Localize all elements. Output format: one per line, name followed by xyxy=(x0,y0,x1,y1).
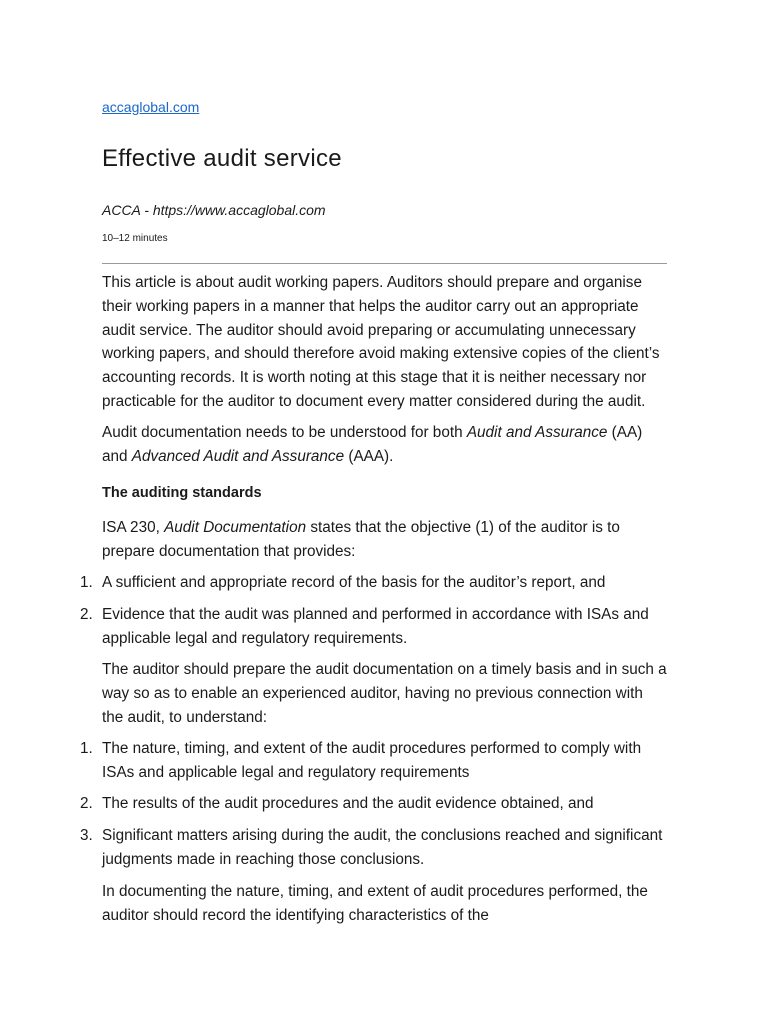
text-run: (AAA). xyxy=(344,447,394,465)
article xyxy=(80,98,667,924)
emphasis-aa: Audit and Assurance xyxy=(466,423,608,441)
list-number: 2. xyxy=(80,795,93,813)
understanding-list xyxy=(80,737,667,872)
list-item-text: Evidence that the audit was planned and performed in accordance with ISAs and applicable legal and regulatory requirements. xyxy=(102,605,649,647)
paragraph-documentation xyxy=(102,421,667,469)
paragraph-timely-basis: The auditor should prepare the audit documentation on a timely basis and in such a way so as to enable an experienced auditor, having no previous connection with the audit, to understand: xyxy=(102,661,667,726)
list-number: 2. xyxy=(80,605,93,623)
section-heading: The auditing standards xyxy=(102,485,262,502)
objectives-list xyxy=(80,571,667,650)
read-time: 10–12 minutes xyxy=(102,233,168,244)
emphasis-aaa: Advanced Audit and Assurance xyxy=(131,447,345,465)
article-body xyxy=(80,271,667,934)
list-item-text: The nature, timing, and extent of the audit procedures performed to comply with ISAs and applicable legal and regulatory requirements xyxy=(102,739,642,781)
paragraph-isa230 xyxy=(102,516,667,564)
emphasis-isa-title: Audit Documentation xyxy=(164,519,307,537)
list-number: 1. xyxy=(80,573,93,591)
list-item-text: The results of the audit procedures and the audit evidence obtained, and xyxy=(102,795,594,813)
page-title: Effective audit service xyxy=(102,145,342,172)
list-item xyxy=(80,603,667,651)
byline: ACCA - https://www.accaglobal.com xyxy=(102,202,326,218)
paragraph-intro: This article is about audit working papers. Auditors should prepare and organise their working papers in a manner that helps the auditor carry out an appropriate audit service. The auditor should avoid preparing or accumulating unnecessary working papers, and should therefore avoid making extensive copies of the client’s accounting records. It is worth noting at this stage that it is neither necessary nor practicable for the auditor to document every matter considered during the audit. xyxy=(102,274,660,410)
text-run: states that the objective (1) of the auditor is to prepare documentation that provides: xyxy=(102,519,620,561)
text-run: (AA) and xyxy=(102,423,643,465)
text-run: Audit documentation needs to be understood for both xyxy=(102,423,467,441)
list-item xyxy=(80,737,667,785)
list-item xyxy=(80,824,667,872)
list-number: 1. xyxy=(80,739,93,757)
list-item-text: Significant matters arising during the audit, the conclusions reached and significant judgments made in reaching those conclusions. xyxy=(102,827,663,868)
text-run: ISA 230, xyxy=(102,519,165,537)
list-item xyxy=(80,571,667,595)
source-link[interactable]: accaglobal.com xyxy=(102,99,200,115)
list-item xyxy=(80,792,667,816)
list-item-text: A sufficient and appropriate record of the basis for the auditor’s report, and xyxy=(102,573,606,591)
divider xyxy=(102,263,667,264)
list-number: 3. xyxy=(80,827,93,845)
paragraph-documenting: In documenting the nature, timing, and extent of audit procedures performed, the auditor should record the identifying characteristics of the xyxy=(102,882,648,924)
